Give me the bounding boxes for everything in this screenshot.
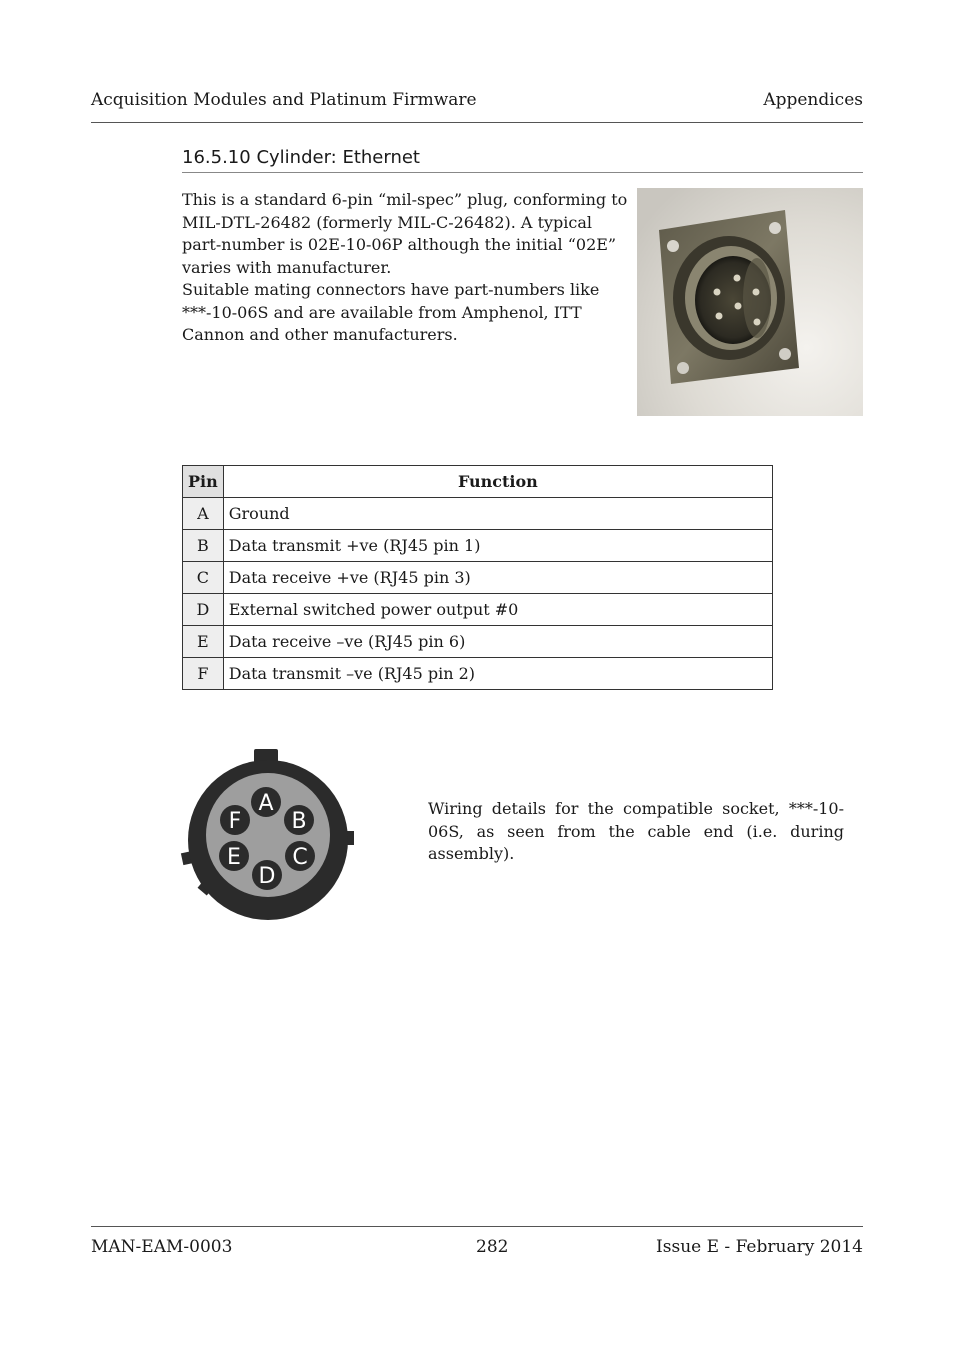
section-title: Cylinder: Ethernet — [256, 147, 420, 168]
pin-cell: F — [183, 658, 224, 690]
pin-column-header: Pin — [183, 466, 224, 498]
intro-text — [182, 189, 632, 347]
socket-pin-label-f: F — [228, 809, 242, 834]
pin-cell: B — [183, 530, 224, 562]
socket-pin-label-c: C — [292, 845, 308, 870]
pin-cell: E — [183, 626, 224, 658]
function-cell: Data receive +ve (RJ45 pin 3) — [223, 562, 772, 594]
header-title: Acquisition Modules and Platinum Firmware — [91, 90, 477, 110]
pin-cell: D — [183, 594, 224, 626]
table-row — [183, 626, 773, 658]
function-column-header: Function — [223, 466, 772, 498]
footer-document-id: MAN-EAM-0003 — [91, 1237, 233, 1257]
function-cell: External switched power output #0 — [223, 594, 772, 626]
table-row — [183, 594, 773, 626]
table-row — [183, 530, 773, 562]
section-number: 16.5.10 — [182, 147, 251, 168]
socket-pin-label-d: D — [258, 864, 276, 889]
intro-paragraph-2: Suitable mating connectors have part-numbers like ***-10-06S and are available from Amphenol, ITT Cannon and other manufacturers. — [182, 280, 600, 344]
socket-wiring-diagram — [180, 745, 356, 921]
table-row — [183, 658, 773, 690]
function-cell: Data receive –ve (RJ45 pin 6) — [223, 626, 772, 658]
footer-issue-date: Issue E - February 2014 — [656, 1237, 863, 1257]
function-cell: Data transmit +ve (RJ45 pin 1) — [223, 530, 772, 562]
function-cell: Ground — [223, 498, 772, 530]
table-header-row — [183, 466, 773, 498]
header-rule — [91, 122, 863, 123]
footer-page-number: 282 — [476, 1237, 509, 1257]
table-row — [183, 562, 773, 594]
connector-photo — [637, 188, 863, 416]
pin-cell: A — [183, 498, 224, 530]
wiring-description: Wiring details for the compatible socket, ***-10-06S, as seen from the cable end (i.e. during assembly). — [428, 799, 844, 863]
pin-cell: C — [183, 562, 224, 594]
socket-pin-label-b: B — [291, 809, 307, 834]
header-section: Appendices — [763, 90, 863, 110]
function-cell: Data transmit –ve (RJ45 pin 2) — [223, 658, 772, 690]
socket-pin-label-a: A — [258, 791, 274, 816]
intro-paragraph-1: This is a standard 6-pin “mil-spec” plug, conforming to MIL-DTL-26482 (formerly MIL-C-26482). A typical part-number is 02E-10-06P although the initial “02E” varies with manufacturer. — [182, 190, 628, 277]
socket-pin-label-e: E — [227, 845, 241, 870]
table-row — [183, 498, 773, 530]
pin-function-table — [182, 465, 773, 690]
footer-rule — [91, 1226, 863, 1227]
section-heading — [182, 147, 863, 173]
